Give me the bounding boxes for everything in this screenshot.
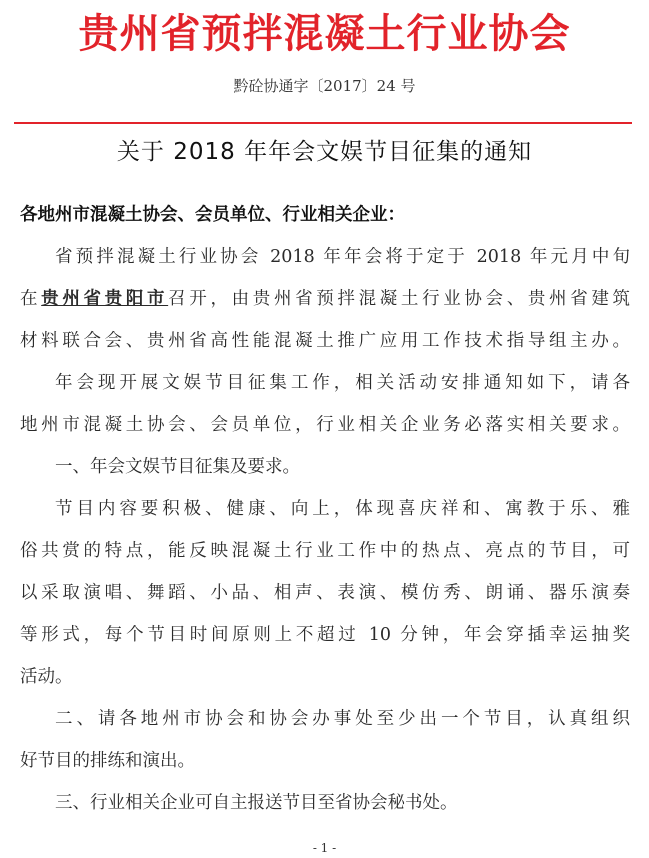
paragraph-1-line-1: 省预拌混凝土行业协会 2018 年年会将于定于 2018 年元月中旬 [55, 247, 630, 267]
section-2-line-1: 二、请各地州市协会和协会办事处至少出一个节目，认真组织 [55, 709, 630, 729]
paragraph-3-line-4: 等形式，每个节目时间原则上不超过 10 分钟，年会穿插幸运抽奖 [20, 625, 630, 645]
section-2-line-2: 好节目的排练和演出。 [20, 751, 195, 771]
paragraph-3-line-1: 节目内容要积极、健康、向上，体现喜庆祥和、寓教于乐、雅 [55, 499, 630, 519]
paragraph-1-suffix: 召开，由贵州省预拌混凝土行业协会、贵州省建筑 [168, 289, 631, 309]
meeting-location: 贵州省贵阳市 [41, 289, 169, 309]
addressee-line: 各地州市混凝土协会、会员单位、行业相关企业： [20, 205, 405, 225]
section-1-heading: 一、年会文娱节目征集及要求。 [55, 457, 300, 477]
paragraph-1-prefix: 在 [20, 289, 42, 309]
paragraph-3-line-3: 以采取演唱、舞蹈、小品、相声、表演、模仿秀、朗诵、器乐演奏 [20, 583, 630, 603]
paragraph-1-line-2 [20, 289, 630, 309]
red-divider-line [14, 122, 632, 124]
paragraph-3-line-2: 俗共赏的特点，能反映混凝土行业工作中的热点、亮点的节目，可 [20, 541, 630, 561]
page-number: - 1 - [312, 841, 337, 855]
section-3-line-1: 三、行业相关企业可自主报送节目至省协会秘书处。 [55, 793, 458, 813]
paragraph-2-line-1: 年会现开展文娱节目征集工作，相关活动安排通知如下，请各 [55, 373, 630, 393]
notice-title: 关于 2018 年年会文娱节目征集的通知 [116, 139, 533, 165]
paragraph-3-line-5: 活动。 [20, 667, 73, 687]
paragraph-2-line-2: 地州市混凝土协会、会员单位，行业相关企业务必落实相关要求。 [20, 415, 630, 435]
paragraph-1-line-3: 材料联合会、贵州省高性能混凝土推广应用工作技术指导组主办。 [20, 331, 630, 351]
organization-title: 贵州省预拌混凝土行业协会 [78, 10, 571, 57]
document-number: 黔砼协通字〔2017〕24 号 [233, 77, 416, 95]
